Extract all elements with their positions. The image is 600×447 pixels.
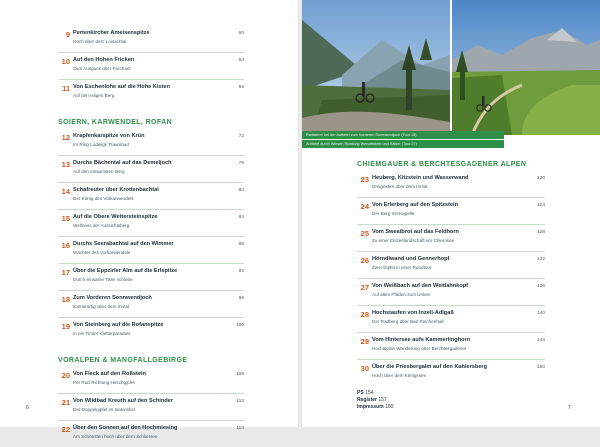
toc-entry-number: 26 [360,256,369,265]
toc-entry-subtitle: Der Berg mit Kapelle [372,211,415,216]
toc-entry-number: 20 [61,371,70,380]
toc-entry-number: 24 [360,202,369,211]
toc-entry [58,241,244,263]
toc-divider [58,317,244,318]
index-row-impressum: Impressum 160 [357,404,394,410]
toc-entry-title: Über die Eppzirler Alm auf die Erlspitze [73,268,178,274]
toc-entry [58,398,244,420]
toc-entry [58,268,244,290]
toc-entry-subtitle: Der Radberg über Bad Reichenhall [372,319,444,324]
toc-entry [357,202,545,224]
toc-entry-subtitle: Per Rad Richtung Hirschgipfel [73,380,135,385]
toc-entry-page: 84 [238,215,244,220]
toc-group-voralpen [58,371,244,447]
toc-group-top [58,30,244,106]
toc-entry-number: 25 [360,229,369,238]
toc-entry-subtitle: Dreigestirn über dem Inntal [372,184,428,189]
toc-entry-title: Krapfenkarspitze von Krün [73,133,145,139]
toc-divider [58,263,244,264]
toc-entry-subtitle: Zwei Gipfel in einer Rundtour [372,265,432,270]
toc-entry-subtitle: Wellness der Aussichtsberg [73,223,130,228]
toc-entry-subtitle: Am Schönsten hoch über dem Schliersee [73,434,158,439]
toc-entry-page: 60 [238,31,244,36]
toc-entry-page: 100 [235,323,244,328]
toc-entry-title: Von Weißbach auf den Weitlahnkopf [372,283,469,289]
toc-entry-number: 19 [61,322,70,331]
section-heading-chiemgauer: CHIEMGAUER & BERCHTESGADENER ALPEN [357,161,527,168]
toc-entry-title: Hörndlwand und Gennerhopf [372,256,450,262]
toc-entry-number: 10 [61,57,70,66]
toc-entry-number: 23 [360,175,369,184]
toc-entry-number: 11 [62,84,70,93]
toc-divider [58,79,244,80]
toc-entry-page: 88 [238,242,244,247]
right-toc-column [357,160,545,411]
toc-entry-page: 76 [238,161,244,166]
toc-divider [357,251,545,252]
toc-entry-title: Hochstaufen von Inzell-Adlgaß [372,310,454,316]
toc-entry-page: 110 [236,399,244,404]
section-heading-soiern: SOIERN, KARWENDEL, ROFAN [58,119,173,126]
toc-entry-subtitle: In ein Tiroler Kletterparadies [73,331,131,336]
toc-entry-page: 64 [238,58,244,63]
toc-entry [58,214,244,236]
toc-entry-page: 124 [536,203,545,208]
toc-entry-subtitle: Der König des Vorkarwendels [73,196,134,201]
toc-entry-subtitle: Zu einer Eiszeitlandschaft am Chiemsee [372,238,455,243]
toc-entry-title: Von Wildbad Kreuth auf den Schinder [73,398,173,404]
back-matter-index [357,390,545,411]
toc-divider [357,305,545,306]
toc-entry [58,160,244,182]
toc-divider [357,278,545,279]
toc-entry [357,337,545,359]
toc-entry [58,425,244,447]
toc-entry-title: Durchs Bächental auf das Demeljoch [73,160,172,166]
toc-entry-page: 140 [536,311,545,316]
toc-group-soiern [58,133,244,344]
toc-entry [357,175,545,197]
toc-entry-page: 96 [238,296,244,301]
photo-caption-1: Radfahrer bei der Auffahrt zum Vorderen Sonnwendjoch (Tour 18) [302,131,504,139]
toc-entry [357,364,545,386]
toc-divider [58,420,244,421]
toc-entry-title: Schafreuter über Krottenbachtal [73,187,159,193]
toc-entry-subtitle: Durch einsame Täler schiebe [73,277,133,282]
toc-entry-number: 15 [61,214,70,223]
toc-entry-page: 80 [238,188,244,193]
toc-entry-title: Pertenkircher Ameisenspitze [73,30,150,36]
toc-divider [357,332,545,333]
toc-entry-subtitle: Der Doppelgipfel im Isarwinkel [73,407,136,412]
toc-divider [357,359,545,360]
toc-entry-subtitle: Hoch über dem Loisachtal [73,39,127,44]
toc-entry [357,256,545,278]
toc-entry-title: Von Fleck auf den Roßstein [73,371,146,377]
toc-entry [58,84,244,106]
toc-entry-page: 114 [236,426,244,431]
toc-entry-page: 150 [536,365,545,370]
toc-entry-number: 22 [61,425,70,434]
toc-entry-subtitle: Zum Ausguck über Farchant [73,66,131,71]
toc-entry-page: 106 [235,372,244,377]
toc-entry-page: 72 [238,134,244,139]
toc-entry-number: 29 [360,337,369,346]
toc-entry [58,133,244,155]
left-toc-column [58,30,244,447]
toc-entry-title: Über den Sonnen auf den Hochmiesing [73,425,178,431]
toc-divider [58,393,244,394]
toc-entry [58,57,244,79]
toc-entry-subtitle: Im Ring Ludwigs Traumbad [73,142,129,147]
index-row-ps: PS 154 [357,390,374,396]
photo-caption-2: Auffahrt durch Wiesen Richtung Wendelstein und Kaiser (Tour 27) [302,140,504,148]
toc-entry-title: Von Erlerberg auf den Spitzstein [372,202,458,208]
toc-entry [357,229,545,251]
toc-entry-title: Durchs Seerabachtal auf den Wimmer [73,241,174,247]
toc-entry-subtitle: Karrierartig über dem Inntal [73,304,129,309]
toc-entry-page: 66 [238,85,244,90]
photo-cyclists-mountain-road [302,0,450,135]
toc-entry-page: 120 [536,176,545,181]
toc-entry-page: 144 [536,338,545,343]
toc-entry-title: Vom Hintersee aufs Kammerlinghorn [372,337,471,343]
toc-entry [58,371,244,393]
toc-entry-number: 14 [61,187,70,196]
toc-entry-number: 16 [61,241,70,250]
toc-entry-number: 18 [61,295,70,304]
toc-entry-subtitle: Hoch über dem Königssee [372,373,427,378]
toc-entry-number: 9 [65,30,70,39]
toc-entry [58,295,244,317]
toc-entry-number: 12 [61,133,70,142]
toc-divider [58,209,244,210]
toc-divider [58,182,244,183]
toc-entry-subtitle: Auf den eiligen Berg [73,93,115,98]
toc-divider [357,197,545,198]
toc-entry-page: 128 [536,230,545,235]
toc-entry-page: 92 [238,269,244,274]
toc-entry [58,322,244,344]
toc-divider [357,224,545,225]
toc-divider [58,236,244,237]
toc-entry-number: 13 [61,160,70,169]
toc-entry-title: Zum Vorderen Sonnwendjoch [73,295,152,301]
toc-entry-number: 17 [61,268,70,277]
section-heading-voralpen: VORALPEN & MANGFALLGEBIRGE [58,357,188,364]
toc-divider [58,155,244,156]
toc-entry-title: Auf die Obere Wettersteinspitze [73,214,158,220]
toc-entry-number: 30 [360,364,369,373]
toc-entry-title: Auf den Hohen Fricken [73,57,135,63]
toc-entry-title: Von Steinberg auf die Rofanspitze [73,322,164,328]
toc-entry-title: Von Eschenlohe auf die Hohe Kisten [73,84,170,90]
toc-entry [58,187,244,209]
toc-entry-number: 27 [360,283,369,292]
toc-entry-title: Vom Sweatbrot auf das Feldhorn [372,229,459,235]
toc-entry [357,283,545,305]
toc-entry-number: 28 [360,310,369,319]
toc-entry-number: 21 [61,398,70,407]
right-page-number: 7 [568,405,571,411]
toc-divider [58,290,244,291]
left-page-number: 6 [26,405,29,411]
toc-entry-page: 132 [536,257,545,262]
index-row-register: Register 157 [357,397,387,403]
toc-entry [58,30,244,52]
toc-entry-title: Heuberg, Kitzstein und Wasserwand [372,175,469,181]
toc-entry-subtitle: Auf alten Pfaden zum Unken [372,292,431,297]
toc-entry-subtitle: Wächter des Vorkarwendels [73,250,131,255]
photo-cyclists-alpine-meadow [452,0,600,135]
toc-entry-page: 136 [536,284,545,289]
toc-entry [357,310,545,332]
toc-group-chiemgauer [357,175,545,386]
toc-entry-title: Über die Priesbergalm auf den Kahlersberg [372,364,488,370]
toc-entry-subtitle: Auf den einsamsten Berg [73,169,125,174]
toc-entry-subtitle: Hochalpine Wanderung über Berchtesgadener [372,346,467,351]
toc-divider [58,52,244,53]
